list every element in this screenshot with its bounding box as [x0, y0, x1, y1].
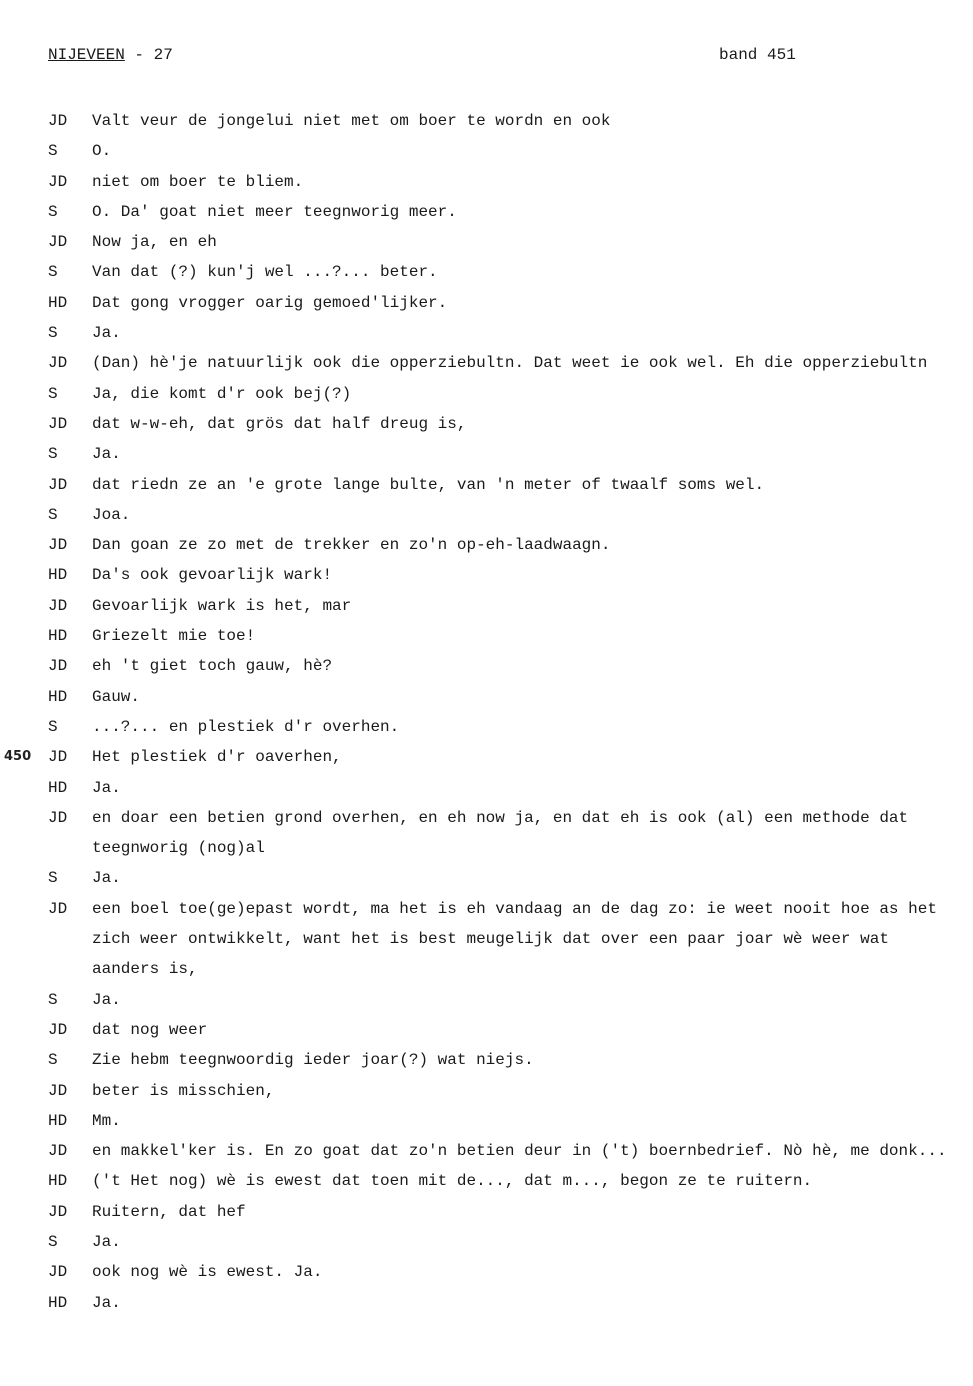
speaker-code: JD	[48, 414, 68, 433]
transcript-line	[48, 1166, 953, 1196]
utterance-text: Ja.	[92, 1232, 121, 1251]
transcript-line	[48, 1076, 953, 1106]
utterance-text: Dat gong vrogger oarig gemoed'lijker.	[92, 293, 448, 312]
transcript-line	[48, 136, 953, 166]
utterance-text: Ja.	[92, 1293, 121, 1312]
transcript-line	[48, 257, 953, 287]
speaker-code: JD	[48, 475, 68, 494]
utterance-text: Ja.	[92, 324, 121, 343]
speaker-code: JD	[48, 172, 68, 191]
speaker-code: JD	[48, 1081, 68, 1100]
speaker-code: HD	[48, 1111, 68, 1130]
speaker-code: S	[48, 142, 58, 161]
transcript-line	[48, 409, 953, 439]
speaker-code: S	[48, 1232, 58, 1251]
margin-counter-note: 450	[4, 749, 32, 765]
transcript-line	[4, 742, 953, 772]
header-band: band 451	[719, 46, 796, 64]
transcript-line	[48, 288, 953, 318]
utterance-text: dat w-w-eh, dat grös dat half dreug is,	[92, 414, 467, 433]
speaker-code: S	[48, 990, 58, 1009]
utterance-text: Griezelt mie toe!	[92, 627, 256, 646]
speaker-code: S	[48, 445, 58, 464]
utterance-text: Ja.	[92, 990, 121, 1009]
speaker-code: JD	[48, 596, 68, 615]
utterance-text: niet om boer te bliem.	[92, 172, 304, 191]
transcript-line	[48, 1015, 953, 1045]
utterance-text: Ja.	[92, 869, 121, 888]
utterance-text: Gauw.	[92, 687, 141, 706]
utterance-text: (Dan) hè'je natuurlijk ook die opperziebultn. Dat weet ie ook wel. Eh die opperziebultn	[92, 354, 928, 373]
transcript-line	[48, 1197, 953, 1227]
speaker-code: S	[48, 869, 58, 888]
utterance-text: Joa.	[92, 505, 131, 524]
utterance-text: O.	[92, 142, 112, 161]
transcript-line	[48, 863, 953, 893]
speaker-code: HD	[48, 293, 68, 312]
transcript-line	[48, 500, 953, 530]
transcript-line	[48, 348, 953, 378]
transcript-line	[48, 560, 953, 590]
speaker-code: JD	[48, 112, 68, 130]
speaker-code: S	[48, 324, 58, 343]
speaker-code: JD	[48, 748, 68, 767]
transcript-line	[48, 712, 953, 742]
speaker-code: JD	[48, 657, 68, 676]
transcript-line	[48, 773, 953, 803]
utterance-text: Ja.	[92, 445, 121, 464]
speaker-code: HD	[48, 1293, 68, 1312]
speaker-code: S	[48, 717, 58, 736]
transcript	[4, 106, 953, 1318]
speaker-code: HD	[48, 627, 68, 646]
transcript-line	[48, 682, 953, 712]
utterance-text: Mm.	[92, 1111, 121, 1130]
speaker-code: JD	[48, 233, 68, 252]
transcript-line	[48, 621, 953, 651]
utterance-text: Zie hebm teegnwoordig ieder joar(?) wat niejs.	[92, 1051, 534, 1070]
speaker-code: JD	[48, 1263, 68, 1282]
speaker-code: JD	[48, 899, 68, 918]
utterance-text: Now ja, en eh	[92, 233, 217, 252]
speaker-code: JD	[48, 1020, 68, 1039]
speaker-code: JD	[48, 1142, 68, 1161]
speaker-code: S	[48, 1051, 58, 1070]
transcript-line	[48, 1288, 953, 1318]
utterance-text: Valt veur de jongelui niet met om boer te wordn en ook	[92, 112, 611, 130]
utterance-text: Ja, die komt d'r ook bej(?)	[92, 384, 352, 403]
utterance-text: een boel toe(ge)epast wordt, ma het is eh vandaag an de dag zo: ie weet nooit hoe as het zich weer ontwikkelt, want het is best meugelijk dat over een paar joar wè weer wat aanders is,	[92, 899, 947, 979]
transcript-line	[48, 1045, 953, 1075]
utterance-text: Dan goan ze zo met de trekker en zo'n op-eh-laadwaagn.	[92, 536, 611, 555]
transcript-line	[48, 803, 953, 864]
speaker-code: S	[48, 384, 58, 403]
utterance-text: ...?... en plestiek d'r overhen.	[92, 717, 400, 736]
transcript-line	[48, 591, 953, 621]
utterance-text: O. Da' goat niet meer teegnworig meer.	[92, 202, 457, 221]
utterance-text: Van dat (?) kun'j wel ...?... beter.	[92, 263, 438, 282]
utterance-text: Ruitern, dat hef	[92, 1202, 246, 1221]
utterance-text: dat riedn ze an 'e grote lange bulte, van 'n meter of twaalf soms wel.	[92, 475, 765, 494]
utterance-text: beter is misschien,	[92, 1081, 275, 1100]
header-title	[48, 46, 173, 64]
utterance-text: en makkel'ker is. En zo goat dat zo'n betien deur in ('t) boernbedrief. Nò hè, me donk...	[92, 1142, 947, 1161]
speaker-code: JD	[48, 536, 68, 555]
header-page-number: - 27	[124, 46, 173, 64]
utterance-text: Gevoarlijk wark is het, mar	[92, 596, 352, 615]
header-place: NIJEVEEN	[48, 46, 125, 64]
utterance-text: Ja.	[92, 778, 121, 797]
transcript-line	[48, 197, 953, 227]
speaker-code: S	[48, 202, 58, 221]
speaker-code: HD	[48, 687, 68, 706]
transcript-line	[48, 1257, 953, 1287]
transcript-line	[48, 1136, 953, 1166]
speaker-code: HD	[48, 1172, 68, 1191]
speaker-code: HD	[48, 566, 68, 585]
utterance-text: ook nog wè is ewest. Ja.	[92, 1263, 323, 1282]
transcript-line	[48, 318, 953, 348]
page-header	[48, 46, 803, 70]
speaker-code: HD	[48, 778, 68, 797]
transcript-line	[48, 985, 953, 1015]
speaker-code: S	[48, 263, 58, 282]
transcript-line	[48, 106, 953, 136]
transcript-line	[48, 379, 953, 409]
speaker-code: JD	[48, 354, 68, 373]
transcript-line	[48, 167, 953, 197]
transcript-line	[48, 530, 953, 560]
transcript-line	[48, 1106, 953, 1136]
utterance-text: Het plestiek d'r oaverhen,	[92, 748, 342, 767]
transcript-line	[48, 894, 953, 985]
transcript-line	[48, 651, 953, 681]
transcript-line	[48, 439, 953, 469]
transcript-line	[48, 227, 953, 257]
utterance-text: en doar een betien grond overhen, en eh now ja, en dat eh is ook (al) een methode dat teegnworig (nog)al	[92, 808, 918, 858]
speaker-code: JD	[48, 808, 68, 827]
speaker-code: S	[48, 505, 58, 524]
transcript-line	[48, 1227, 953, 1257]
transcript-line	[48, 470, 953, 500]
utterance-text: dat nog weer	[92, 1020, 208, 1039]
speaker-code: JD	[48, 1202, 68, 1221]
utterance-text: Da's ook gevoarlijk wark!	[92, 566, 333, 585]
utterance-text: ('t Het nog) wè is ewest dat toen mit de..., dat m..., begon ze te ruitern.	[92, 1172, 813, 1191]
utterance-text: eh 't giet toch gauw, hè?	[92, 657, 333, 676]
